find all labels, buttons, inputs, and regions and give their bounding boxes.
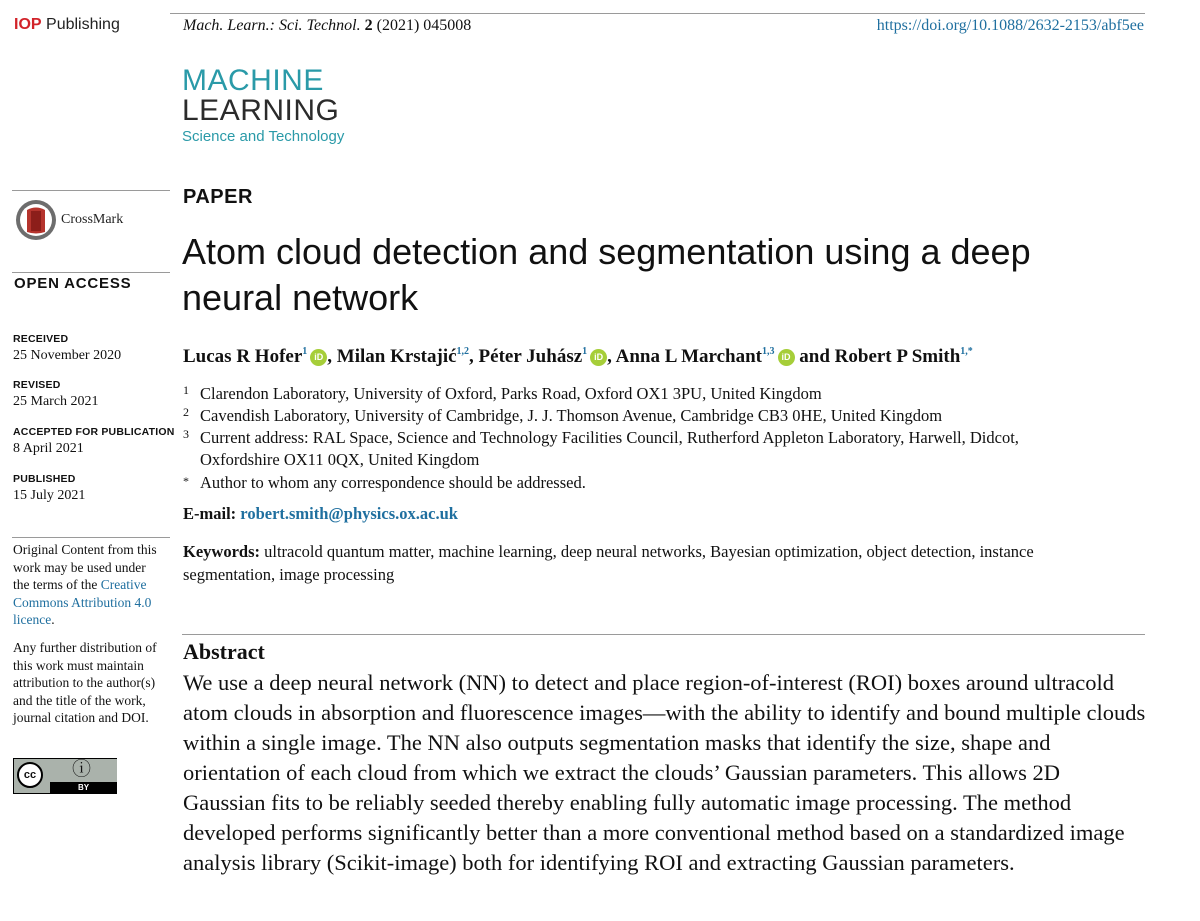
date-published: [13, 473, 85, 504]
date-revised: [13, 379, 99, 410]
affiliation-number: 1: [183, 383, 189, 397]
date-value: 8 April 2021: [13, 441, 84, 456]
author-separator: ,: [469, 346, 479, 367]
date-received: [13, 333, 121, 364]
by-label: BY: [50, 782, 117, 793]
abstract-text: We use a deep neural network (NN) to detect and place region-of-interest (ROI) boxes around ultracold atom clouds in absorption and fluorescence images—with the ability to identify and bound multiple clouds within a single image. The NN also outputs segmentation masks that identify the size, shape and orientation of each cloud from which we extract the clouds’ Gaussian parameters. This allows 2D Gaussian fits to be reliably seeded thereby enabling fully automatic image processing. The method developed performs significantly better than a more conventional method based on a standardized image analysis library (Scikit-image) both for identifying ROI and extracting Gaussian parameters.: [183, 670, 1146, 875]
author-affiliation: 1,3: [762, 346, 775, 357]
crossmark-label: CrossMark: [61, 212, 124, 227]
article-title: [182, 229, 1031, 321]
author-affiliation: 1: [302, 346, 308, 357]
affiliation-text: Clarendon Laboratory, University of Oxford, Parks Road, Oxford OX1 3PU, United Kingdom: [200, 384, 822, 403]
affiliation-number: 3: [183, 427, 189, 441]
date-label: REVISED: [13, 379, 61, 391]
license-link[interactable]: Creative Commons Attribution 4.0 licence: [13, 577, 152, 627]
author-name[interactable]: Anna L Marchant: [615, 346, 763, 367]
author-separator: ,: [607, 346, 616, 367]
date-value: 25 March 2021: [13, 394, 99, 409]
citation-rest: (2021) 045008: [376, 17, 472, 34]
citation: [183, 17, 471, 35]
license-notice-2: Any further distribution of this work must maintain attribution to the author(s) and the title of the work, journal citation and DOI.: [13, 640, 157, 725]
date-label: RECEIVED: [13, 333, 69, 345]
author-name[interactable]: Lucas R Hofer: [183, 346, 303, 367]
journal-logo-line2: LEARNING: [182, 94, 340, 127]
orcid-icon[interactable]: iD: [310, 349, 327, 366]
date-label: ACCEPTED FOR PUBLICATION: [13, 426, 175, 438]
date-label: PUBLISHED: [13, 473, 76, 485]
article-type: PAPER: [183, 186, 253, 208]
sidebar-rule-oa: [12, 272, 170, 273]
date-value: 25 November 2020: [13, 348, 122, 363]
publisher-word: Publishing: [46, 16, 120, 33]
orcid-icon[interactable]: iD: [590, 349, 607, 366]
publisher-logo: [14, 16, 120, 34]
author-separator: and: [794, 346, 835, 367]
keywords: [183, 541, 1063, 586]
license-text-1: Original Content from this work may be used under the terms of the: [13, 542, 157, 592]
doi-link[interactable]: https://doi.org/10.1088/2632-2153/abf5ee: [876, 17, 1144, 34]
affiliation-number: *: [183, 474, 189, 488]
main-rule-top: [182, 176, 1145, 177]
author-name[interactable]: Péter Juhász: [478, 346, 583, 367]
author-name[interactable]: Milan Krstajić: [336, 346, 457, 367]
author-name[interactable]: Robert P Smith: [834, 346, 961, 367]
author-separator: ,: [327, 346, 337, 367]
abstract-rule: [182, 634, 1145, 635]
email-link[interactable]: robert.smith@physics.ox.ac.uk: [240, 504, 458, 523]
by-strip: [50, 759, 117, 793]
license-notice: [13, 541, 163, 629]
journal-logo-line3: Science and Technology: [182, 128, 345, 145]
sidebar-rule-top: [12, 190, 170, 191]
article-title-line1: Atom cloud detection and segmentation using a deep: [182, 231, 1031, 272]
crossmark-badge[interactable]: [14, 198, 174, 244]
affiliation-text: Cavendish Laboratory, University of Cambridge, J. J. Thomson Avenue, Cambridge CB3 0HE, United Kingdom: [200, 406, 943, 425]
sidebar-rule-license: [12, 537, 170, 538]
journal-logo-line1: MACHINE: [182, 64, 324, 97]
cc-icon: cc: [17, 762, 43, 788]
author-affiliation: 1,2: [456, 346, 470, 357]
date-value: 15 July 2021: [13, 488, 86, 503]
email-label: E-mail:: [183, 504, 237, 523]
keywords-text: ultracold quantum matter, machine learning, deep neural networks, Bayesian optimization, object detection, instance segmentation, image processing: [183, 542, 1034, 584]
abstract-heading: Abstract: [183, 639, 265, 664]
cc-by-badge[interactable]: [13, 758, 117, 794]
keywords-label: Keywords:: [183, 542, 260, 561]
crossmark-icon: [14, 198, 58, 242]
publisher-brand: IOP: [14, 16, 42, 33]
author-list: [183, 346, 973, 368]
open-access-label: OPEN ACCESS: [14, 275, 132, 292]
email-line: [183, 504, 458, 524]
header-rule: [170, 13, 1145, 14]
citation-journal: Mach. Learn.: Sci. Technol.: [183, 17, 361, 34]
license-period: .: [51, 612, 55, 627]
date-accepted: [13, 426, 175, 457]
attribution-person-icon: ⓘ: [72, 759, 92, 780]
affiliation-text: Author to whom any correspondence should be addressed.: [200, 473, 586, 492]
orcid-icon[interactable]: iD: [778, 349, 795, 366]
citation-volume: 2: [364, 17, 373, 34]
article-title-line2: neural network: [182, 277, 419, 318]
author-affiliation: 1,*: [960, 346, 973, 357]
journal-logo: [182, 66, 344, 148]
affiliation-text: Current address: RAL Space, Science and Technology Facilities Council, Rutherford Appleton Laboratory, Harwell, Didcot, Oxfordshire OX11 0QX, United Kingdom: [200, 428, 1019, 469]
affiliation-number: 2: [183, 405, 189, 419]
author-affiliation: 1: [582, 346, 588, 357]
